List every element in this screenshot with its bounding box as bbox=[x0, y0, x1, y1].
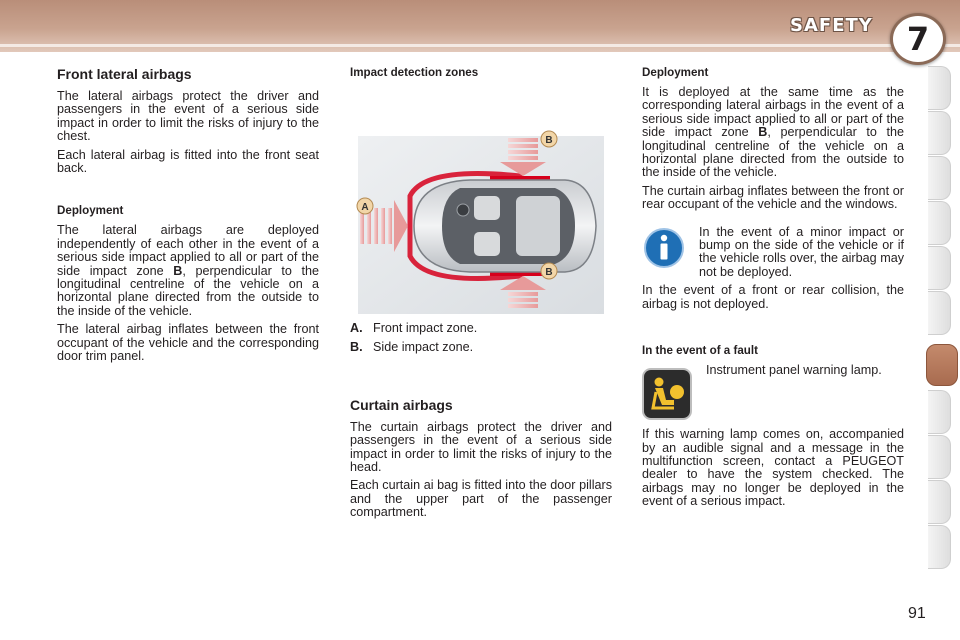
header-divider bbox=[0, 44, 960, 47]
front-seat-right bbox=[474, 232, 500, 256]
warning-lamp-note bbox=[642, 364, 904, 428]
chapter-tab-8[interactable] bbox=[928, 390, 951, 434]
paragraph: The lateral airbags are deployed independently of each other in the event of a serious side impact applied to all or part of the side impact zone B, perpendicular to the longitudinal centreline of the vehicle on a horizontal plane directed from the outside to the inside of the vehicle. bbox=[57, 223, 319, 318]
legend-text: Side impact zone. bbox=[373, 340, 474, 355]
info-note-text: In the event of a minor impact or bump on the side of the vehicle or if the vehicle rolls over, the airbag may not be deployed. bbox=[699, 224, 904, 279]
zone-reference: B bbox=[173, 263, 183, 278]
rear-bench bbox=[516, 196, 560, 256]
column-curtain-deployment bbox=[642, 66, 904, 514]
zone-reference: B bbox=[758, 125, 768, 140]
chapter-tab-10[interactable] bbox=[928, 480, 951, 524]
chapter-tab-1[interactable] bbox=[928, 66, 951, 110]
subheading-deployment: Deployment bbox=[57, 204, 124, 218]
paragraph: Each curtain ai bag is fitted into the door pillars and the upper part of the passenger compartment. bbox=[350, 478, 612, 520]
column-impact-zones bbox=[350, 66, 612, 525]
subheading-deployment: Deployment bbox=[642, 66, 709, 79]
paragraph: The curtain airbag inflates between the front or rear occupant of the vehicle and the windows. bbox=[642, 183, 904, 212]
info-icon bbox=[642, 226, 688, 270]
paragraph: Each lateral airbag is fitted into the front seat back. bbox=[57, 147, 319, 176]
paragraph: The curtain airbags protect the driver and passengers in the event of a serious side impact in order to limit the risks of injury to the head. bbox=[350, 419, 612, 475]
front-seat-left bbox=[474, 196, 500, 220]
info-note bbox=[642, 226, 904, 280]
chapter-tab-strip bbox=[928, 66, 960, 576]
chapter-tab-3[interactable] bbox=[928, 156, 951, 200]
paragraph: The lateral airbags protect the driver and passengers in the event of a serious side impact in order to limit the risks of injury to the chest. bbox=[57, 89, 319, 144]
legend-key: A. bbox=[350, 321, 363, 335]
chapter-tab-7-active[interactable] bbox=[926, 344, 958, 386]
paragraph: The lateral airbag inflates between the front occupant of the vehicle and the corresponding door trim panel. bbox=[57, 322, 319, 364]
section-title-front-lateral-airbags: Front lateral airbags bbox=[57, 66, 192, 82]
paragraph: It is deployed at the same time as the corresponding lateral airbags in the event of a serious side impact applied to all or part of the side impact zone B, perpendicular to the longitudinal centreline of the vehicle on a horizontal plane directed from the outside to the inside of the vehicle. bbox=[642, 85, 904, 180]
zone-label-b-top: B bbox=[545, 135, 553, 146]
paragraph: If this warning lamp comes on, accompanied by an audible signal and a message in the multifunction screen, contact a PEUGEOT dealer to have the system checked. The airbags may no longer be deployed in the event of a serious impact. bbox=[642, 427, 904, 509]
chapter-title: SAFETY bbox=[790, 15, 873, 36]
paragraph: In the event of a front or rear collision, the airbag is not deployed. bbox=[642, 283, 904, 311]
chapter-tab-2[interactable] bbox=[928, 111, 951, 155]
chapter-tab-6[interactable] bbox=[928, 291, 951, 335]
legend-key: B. bbox=[350, 340, 363, 355]
steering-wheel bbox=[457, 204, 469, 216]
warning-lamp-label: Instrument panel warning lamp. bbox=[706, 363, 882, 378]
impact-zone-diagram bbox=[350, 116, 612, 316]
legend-text: Front impact zone. bbox=[373, 321, 478, 335]
zone-label-a: A bbox=[361, 202, 369, 213]
chapter-number-badge: 7 bbox=[890, 13, 946, 65]
column-front-lateral-airbags bbox=[57, 66, 319, 369]
subheading-impact-detection-zones: Impact detection zones bbox=[350, 66, 479, 79]
airbag-warning-lamp-icon bbox=[644, 370, 690, 418]
chapter-tab-11[interactable] bbox=[928, 525, 951, 569]
section-title-curtain-airbags: Curtain airbags bbox=[350, 396, 453, 413]
subheading-fault: In the event of a fault bbox=[642, 344, 758, 358]
legend-item bbox=[350, 322, 612, 335]
chapter-tab-5[interactable] bbox=[928, 246, 951, 290]
page-number: 91 bbox=[908, 605, 926, 622]
chapter-tab-4[interactable] bbox=[928, 201, 951, 245]
zone-label-b-bottom: B bbox=[545, 267, 553, 278]
car-top-view-illustration bbox=[350, 116, 612, 316]
legend-item bbox=[350, 341, 612, 354]
chapter-tab-9[interactable] bbox=[928, 435, 951, 479]
